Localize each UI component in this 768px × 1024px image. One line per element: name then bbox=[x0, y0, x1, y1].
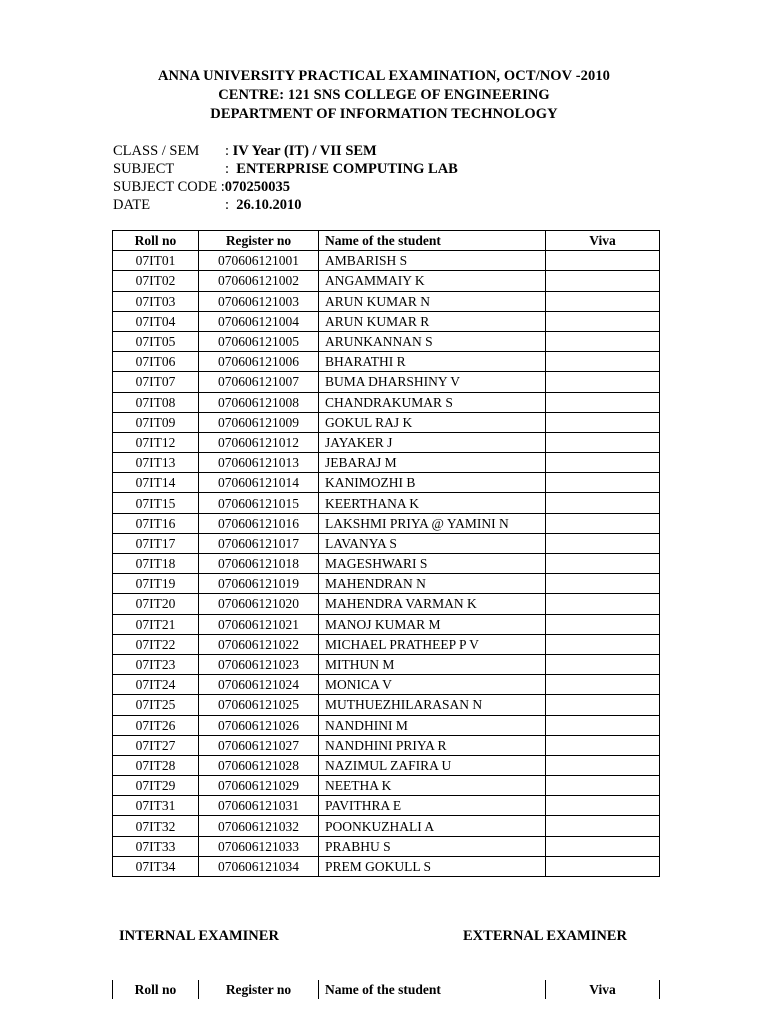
table-row bbox=[113, 816, 660, 836]
table-row bbox=[113, 412, 660, 432]
viva-cell bbox=[546, 533, 660, 553]
viva-cell bbox=[546, 634, 660, 654]
student-name-cell: POONKUZHALI A bbox=[319, 816, 546, 836]
header-register-no: Register no bbox=[199, 231, 319, 251]
student-name-cell: LAKSHMI PRIYA @ YAMINI N bbox=[319, 513, 546, 533]
register-no-cell: 070606121022 bbox=[199, 634, 319, 654]
viva-cell bbox=[546, 352, 660, 372]
table-header-row bbox=[113, 231, 660, 251]
table-row bbox=[113, 533, 660, 553]
register-no-cell: 070606121026 bbox=[199, 715, 319, 735]
register-no-cell: 070606121006 bbox=[199, 352, 319, 372]
student-name-cell: MICHAEL PRATHEEP P V bbox=[319, 634, 546, 654]
student-name-cell: MAHENDRAN N bbox=[319, 574, 546, 594]
subject-line bbox=[113, 160, 458, 178]
viva-cell bbox=[546, 392, 660, 412]
header-roll-no: Roll no bbox=[113, 231, 199, 251]
table-row bbox=[113, 493, 660, 513]
date-label: DATE bbox=[113, 197, 151, 213]
viva-cell bbox=[546, 654, 660, 674]
table-row bbox=[113, 836, 660, 856]
roll-no-cell: 07IT27 bbox=[113, 735, 199, 755]
table-row bbox=[113, 331, 660, 351]
roll-no-cell: 07IT28 bbox=[113, 755, 199, 775]
register-no-cell: 070606121027 bbox=[199, 735, 319, 755]
student-name-cell: ARUN KUMAR N bbox=[319, 291, 546, 311]
exam-title: ANNA UNIVERSITY PRACTICAL EXAMINATION, OCT/NOV -2010 bbox=[157, 68, 611, 84]
roll-no-cell: 07IT31 bbox=[113, 796, 199, 816]
viva-cell bbox=[546, 755, 660, 775]
roll-no-cell: 07IT21 bbox=[113, 614, 199, 634]
table-row bbox=[113, 513, 660, 533]
student-name-cell: MONICA V bbox=[319, 675, 546, 695]
student-name-cell: LAVANYA S bbox=[319, 533, 546, 553]
table-row bbox=[113, 856, 660, 876]
class-sem-line bbox=[113, 142, 377, 160]
viva-cell bbox=[546, 493, 660, 513]
student-name-cell: ARUN KUMAR R bbox=[319, 311, 546, 331]
register-no-cell: 070606121005 bbox=[199, 331, 319, 351]
roll-no-cell: 07IT15 bbox=[113, 493, 199, 513]
student-name-cell: MITHUN M bbox=[319, 654, 546, 674]
student-name-cell: GOKUL RAJ K bbox=[319, 412, 546, 432]
viva-cell bbox=[546, 735, 660, 755]
table-row bbox=[113, 796, 660, 816]
student-name-cell: MUTHUEZHILARASAN N bbox=[319, 695, 546, 715]
register-no-cell: 070606121014 bbox=[199, 473, 319, 493]
roll-no-cell: 07IT01 bbox=[113, 251, 199, 271]
register-no-cell: 070606121013 bbox=[199, 453, 319, 473]
student-name-cell: MAHENDRA VARMAN K bbox=[319, 594, 546, 614]
table-row bbox=[113, 432, 660, 452]
date-separator: : bbox=[225, 197, 230, 213]
register-no-cell: 070606121019 bbox=[199, 574, 319, 594]
subject-code-value: 070250035 bbox=[224, 179, 290, 195]
subject-code-separator: : bbox=[220, 179, 225, 195]
roll-no-cell: 07IT06 bbox=[113, 352, 199, 372]
viva-cell bbox=[546, 836, 660, 856]
student-name-cell: NEETHA K bbox=[319, 776, 546, 796]
register-no-cell: 070606121024 bbox=[199, 675, 319, 695]
viva-cell bbox=[546, 614, 660, 634]
table-row bbox=[113, 614, 660, 634]
viva-cell bbox=[546, 513, 660, 533]
roll-no-cell: 07IT26 bbox=[113, 715, 199, 735]
viva-cell bbox=[546, 291, 660, 311]
register-no-cell: 070606121018 bbox=[199, 554, 319, 574]
roll-no-cell: 07IT29 bbox=[113, 776, 199, 796]
roll-no-cell: 07IT33 bbox=[113, 836, 199, 856]
department-title: DEPARTMENT OF INFORMATION TECHNOLOGY bbox=[210, 106, 558, 122]
viva-cell bbox=[546, 331, 660, 351]
viva-cell bbox=[546, 796, 660, 816]
table-row bbox=[113, 372, 660, 392]
student-name-cell: BHARATHI R bbox=[319, 352, 546, 372]
table-row bbox=[113, 473, 660, 493]
viva-cell bbox=[546, 574, 660, 594]
student-name-cell: KEERTHANA K bbox=[319, 493, 546, 513]
viva-cell bbox=[546, 695, 660, 715]
header-student-name: Name of the student bbox=[319, 231, 546, 251]
class-sem-value: IV Year (IT) / VII SEM bbox=[232, 143, 377, 159]
table-row bbox=[113, 594, 660, 614]
viva-cell bbox=[546, 776, 660, 796]
register-no-cell: 070606121028 bbox=[199, 755, 319, 775]
viva-cell bbox=[546, 715, 660, 735]
register-no-cell: 070606121031 bbox=[199, 796, 319, 816]
roll-no-cell: 07IT09 bbox=[113, 412, 199, 432]
header-viva: Viva bbox=[546, 980, 660, 999]
viva-cell bbox=[546, 594, 660, 614]
student-name-cell: JAYAKER J bbox=[319, 432, 546, 452]
student-roll-table-continued bbox=[112, 980, 660, 999]
student-name-cell: AMBARISH S bbox=[319, 251, 546, 271]
register-no-cell: 070606121033 bbox=[199, 836, 319, 856]
subject-value: ENTERPRISE COMPUTING LAB bbox=[236, 161, 458, 177]
roll-no-cell: 07IT22 bbox=[113, 634, 199, 654]
table-row bbox=[113, 634, 660, 654]
viva-cell bbox=[546, 473, 660, 493]
student-name-cell: ANGAMMAIY K bbox=[319, 271, 546, 291]
register-no-cell: 070606121021 bbox=[199, 614, 319, 634]
student-name-cell: PAVITHRA E bbox=[319, 796, 546, 816]
roll-no-cell: 07IT32 bbox=[113, 816, 199, 836]
table-row bbox=[113, 251, 660, 271]
subject-code-label: SUBJECT CODE bbox=[113, 179, 218, 195]
register-no-cell: 070606121009 bbox=[199, 412, 319, 432]
centre-title: CENTRE: 121 SNS COLLEGE OF ENGINEERING bbox=[218, 87, 550, 103]
register-no-cell: 070606121004 bbox=[199, 311, 319, 331]
register-no-cell: 070606121001 bbox=[199, 251, 319, 271]
student-name-cell: NANDHINI M bbox=[319, 715, 546, 735]
viva-cell bbox=[546, 271, 660, 291]
student-name-cell: PRABHU S bbox=[319, 836, 546, 856]
table-row bbox=[113, 776, 660, 796]
student-name-cell: KANIMOZHI B bbox=[319, 473, 546, 493]
roll-no-cell: 07IT04 bbox=[113, 311, 199, 331]
viva-cell bbox=[546, 453, 660, 473]
viva-cell bbox=[546, 311, 660, 331]
class-sem-label: CLASS / SEM bbox=[113, 143, 200, 159]
table-row bbox=[113, 291, 660, 311]
register-no-cell: 070606121012 bbox=[199, 432, 319, 452]
table-row bbox=[113, 352, 660, 372]
student-name-cell: ARUNKANNAN S bbox=[319, 331, 546, 351]
table-row bbox=[113, 392, 660, 412]
roll-no-cell: 07IT14 bbox=[113, 473, 199, 493]
viva-cell bbox=[546, 432, 660, 452]
table-row bbox=[113, 735, 660, 755]
viva-cell bbox=[546, 412, 660, 432]
roll-no-cell: 07IT02 bbox=[113, 271, 199, 291]
register-no-cell: 070606121025 bbox=[199, 695, 319, 715]
register-no-cell: 070606121007 bbox=[199, 372, 319, 392]
viva-cell bbox=[546, 816, 660, 836]
subject-separator: : bbox=[225, 161, 230, 177]
roll-no-cell: 07IT17 bbox=[113, 533, 199, 553]
register-no-cell: 070606121029 bbox=[199, 776, 319, 796]
table-row bbox=[113, 271, 660, 291]
header-register-no: Register no bbox=[199, 980, 319, 999]
roll-no-cell: 07IT03 bbox=[113, 291, 199, 311]
roll-no-cell: 07IT24 bbox=[113, 675, 199, 695]
roll-no-cell: 07IT34 bbox=[113, 856, 199, 876]
table-row bbox=[113, 311, 660, 331]
header-roll-no: Roll no bbox=[113, 980, 199, 999]
register-no-cell: 070606121017 bbox=[199, 533, 319, 553]
viva-cell bbox=[546, 675, 660, 695]
roll-no-cell: 07IT08 bbox=[113, 392, 199, 412]
student-name-cell: MAGESHWARI S bbox=[319, 554, 546, 574]
student-name-cell: BUMA DHARSHINY V bbox=[319, 372, 546, 392]
student-name-cell: CHANDRAKUMAR S bbox=[319, 392, 546, 412]
roll-no-cell: 07IT25 bbox=[113, 695, 199, 715]
date-value: 26.10.2010 bbox=[236, 197, 302, 213]
student-name-cell: NAZIMUL ZAFIRA U bbox=[319, 755, 546, 775]
header-student-name: Name of the student bbox=[319, 980, 546, 999]
table-row bbox=[113, 755, 660, 775]
register-no-cell: 070606121003 bbox=[199, 291, 319, 311]
date-line bbox=[113, 196, 302, 214]
internal-examiner-label: INTERNAL EXAMINER bbox=[119, 928, 279, 944]
table-row bbox=[113, 654, 660, 674]
roll-no-cell: 07IT23 bbox=[113, 654, 199, 674]
register-no-cell: 070606121002 bbox=[199, 271, 319, 291]
table-row bbox=[113, 453, 660, 473]
student-name-cell: JEBARAJ M bbox=[319, 453, 546, 473]
student-name-cell: MANOJ KUMAR M bbox=[319, 614, 546, 634]
register-no-cell: 070606121015 bbox=[199, 493, 319, 513]
register-no-cell: 070606121008 bbox=[199, 392, 319, 412]
roll-no-cell: 07IT16 bbox=[113, 513, 199, 533]
table-row bbox=[113, 675, 660, 695]
external-examiner-label: EXTERNAL EXAMINER bbox=[463, 928, 627, 944]
student-roll-table bbox=[112, 230, 660, 877]
viva-cell bbox=[546, 554, 660, 574]
subject-code-line bbox=[113, 178, 290, 196]
table-row bbox=[113, 695, 660, 715]
register-no-cell: 070606121023 bbox=[199, 654, 319, 674]
register-no-cell: 070606121016 bbox=[199, 513, 319, 533]
register-no-cell: 070606121020 bbox=[199, 594, 319, 614]
header-viva: Viva bbox=[546, 231, 660, 251]
roll-no-cell: 07IT13 bbox=[113, 453, 199, 473]
class-sem-separator: : bbox=[225, 143, 230, 159]
table-row bbox=[113, 715, 660, 735]
register-no-cell: 070606121032 bbox=[199, 816, 319, 836]
roll-no-cell: 07IT12 bbox=[113, 432, 199, 452]
subject-label: SUBJECT bbox=[113, 161, 175, 177]
roll-no-cell: 07IT20 bbox=[113, 594, 199, 614]
viva-cell bbox=[546, 856, 660, 876]
table-row bbox=[113, 554, 660, 574]
roll-no-cell: 07IT07 bbox=[113, 372, 199, 392]
roll-no-cell: 07IT05 bbox=[113, 331, 199, 351]
table-row bbox=[113, 574, 660, 594]
roll-no-cell: 07IT18 bbox=[113, 554, 199, 574]
table-header-row bbox=[113, 980, 660, 999]
register-no-cell: 070606121034 bbox=[199, 856, 319, 876]
roll-no-cell: 07IT19 bbox=[113, 574, 199, 594]
student-name-cell: NANDHINI PRIYA R bbox=[319, 735, 546, 755]
viva-cell bbox=[546, 251, 660, 271]
student-name-cell: PREM GOKULL S bbox=[319, 856, 546, 876]
student-rows bbox=[113, 251, 660, 877]
viva-cell bbox=[546, 372, 660, 392]
